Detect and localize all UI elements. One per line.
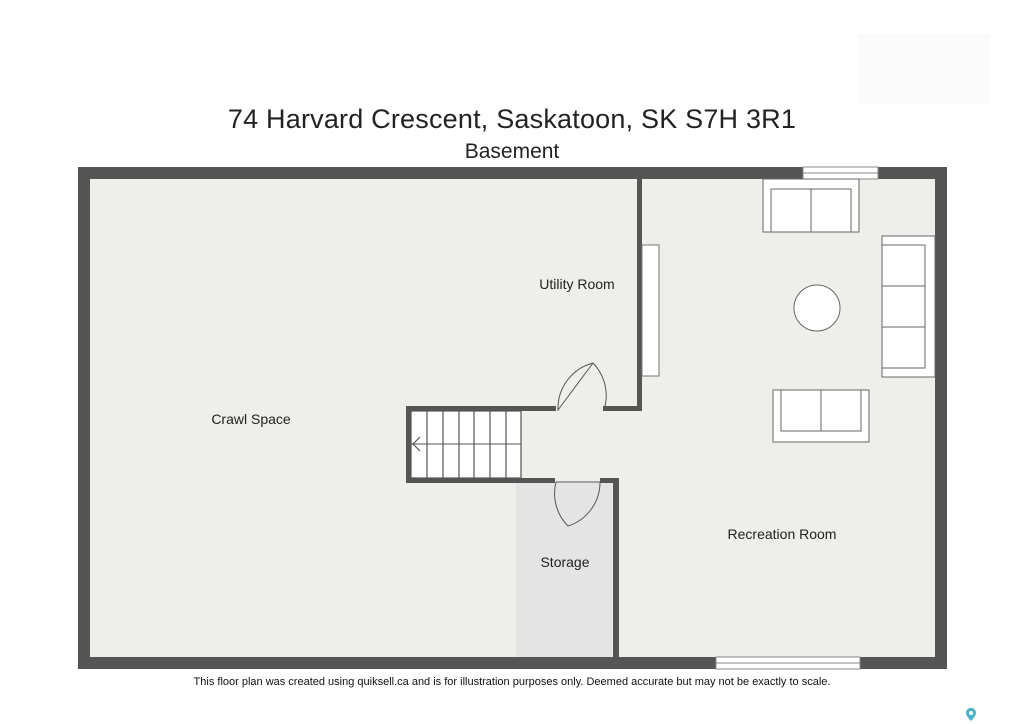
crawl-space-label: Crawl Space bbox=[211, 411, 291, 427]
page-title: 74 Harvard Crescent, Saskatoon, SK S7H 3R1 bbox=[227, 104, 797, 134]
storage-floor bbox=[516, 483, 612, 657]
staircase bbox=[411, 411, 521, 478]
disclaimer-text: This floor plan was created using quiksell.ca and is for illustration purposes only. Deemed accurate but may not be exactly to scale. bbox=[193, 676, 831, 688]
recreation-room-label: Recreation Room bbox=[727, 526, 837, 542]
window-bottom bbox=[716, 657, 860, 669]
window-top bbox=[803, 167, 878, 179]
sofa-right bbox=[882, 236, 935, 377]
floor-label: Basement bbox=[464, 140, 560, 163]
storage-label: Storage bbox=[540, 554, 590, 570]
location-pin-icon bbox=[966, 708, 976, 724]
sofa-top bbox=[763, 179, 859, 232]
utility-room-label: Utility Room bbox=[539, 276, 615, 292]
coffee-table bbox=[794, 285, 840, 331]
sofa-bottom bbox=[773, 390, 869, 442]
utility-counter bbox=[642, 245, 659, 376]
